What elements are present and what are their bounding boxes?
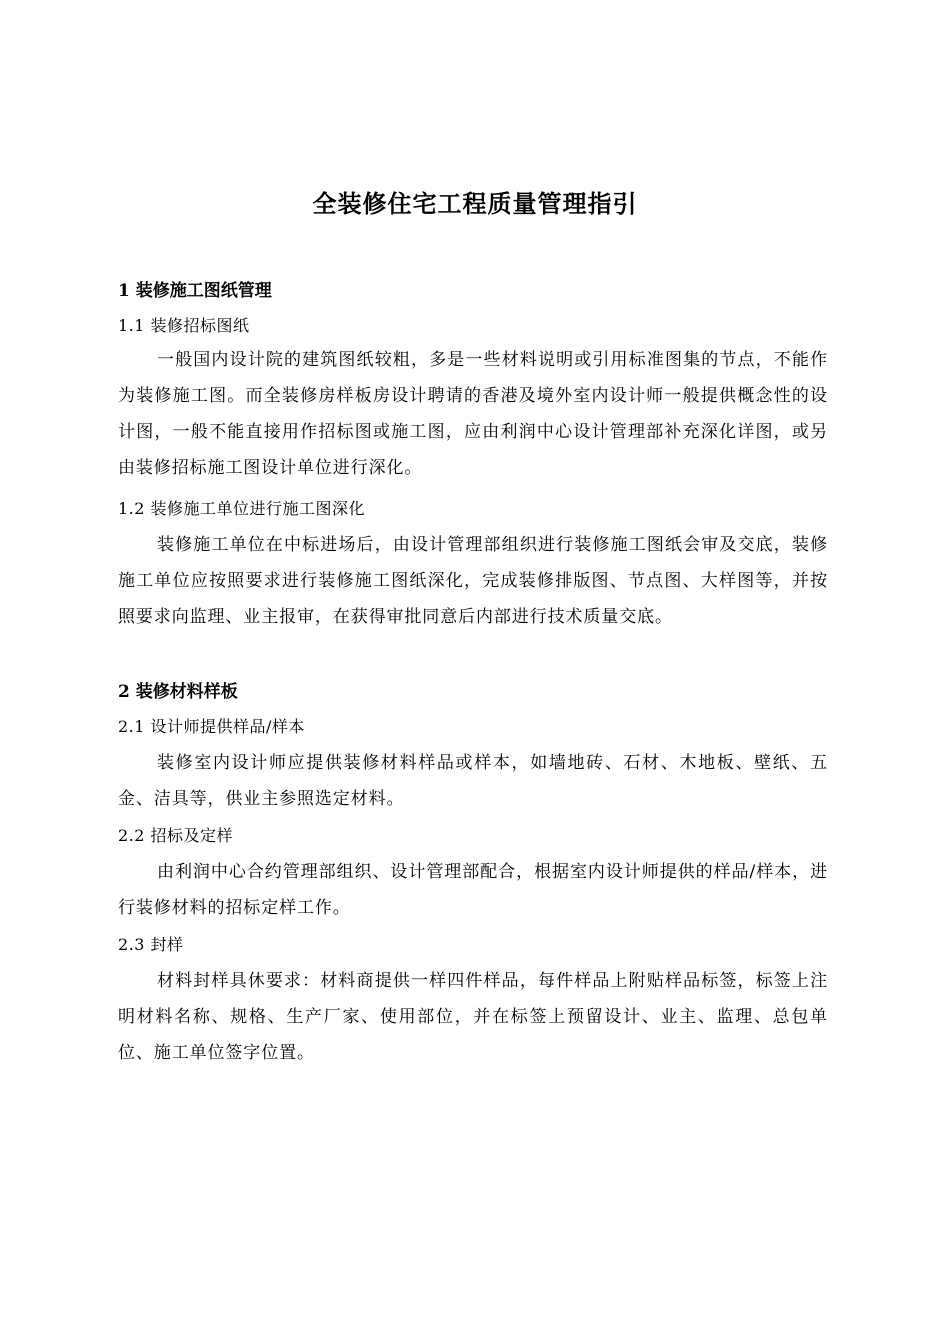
paragraph-2-3: 材料封样具休要求：材料商提供一样四件样品，每件样品上附贴样品标签，标签上注明材料名称、规格、生产厂家、使用部位，并在标签上预留设计、业主、监理、总包单位、施工单位签字位置。 <box>118 971 828 1063</box>
section-heading-2: 2 装修材料样板 <box>118 682 238 702</box>
document-title: 全装修住宅工程质量管理指引 <box>312 189 638 218</box>
subsection-heading-1-1: 1.1 装修招标图纸 <box>118 316 250 335</box>
subsection-heading-1-2: 1.2 装修施工单位进行施工图深化 <box>118 499 366 518</box>
paragraph-1-2: 装修施工单位在中标进场后，由设计管理部组织进行装修施工图纸会审及交底，装修施工单位应按照要求进行装修施工图纸深化，完成装修排版图、节点图、大样图等，并按照要求向监理、业主报审，在获得审批同意后内部进行技术质量交底。 <box>118 535 828 627</box>
subsection-heading-2-3: 2.3 封样 <box>118 935 184 954</box>
subsection-heading-2-1: 2.1 设计师提供样品/样本 <box>118 717 305 736</box>
paragraph-1-1: 一般国内设计院的建筑图纸较粗，多是一些材料说明或引用标准图集的节点，不能作为装修施工图。而全装修房样板房设计聘请的香港及境外室内设计师一般提供概念性的设计图，一般不能直接用作招标图或施工图，应由利润中心设计管理部补充深化详图，或另由装修招标施工图设计单位进行深化。 <box>118 350 828 478</box>
paragraph-2-1: 装修室内设计师应提供装修材料样品或样本，如墙地砖、石材、木地板、壁纸、五金、洁具等，供业主参照选定材料。 <box>118 753 828 809</box>
section-heading-1: 1 装修施工图纸管理 <box>118 281 272 301</box>
paragraph-2-2: 由利润中心合约管理部组织、设计管理部配合，根据室内设计师提供的样品/样本，进行装修材料的招标定样工作。 <box>118 862 828 918</box>
subsection-heading-2-2: 2.2 招标及定样 <box>118 826 234 845</box>
